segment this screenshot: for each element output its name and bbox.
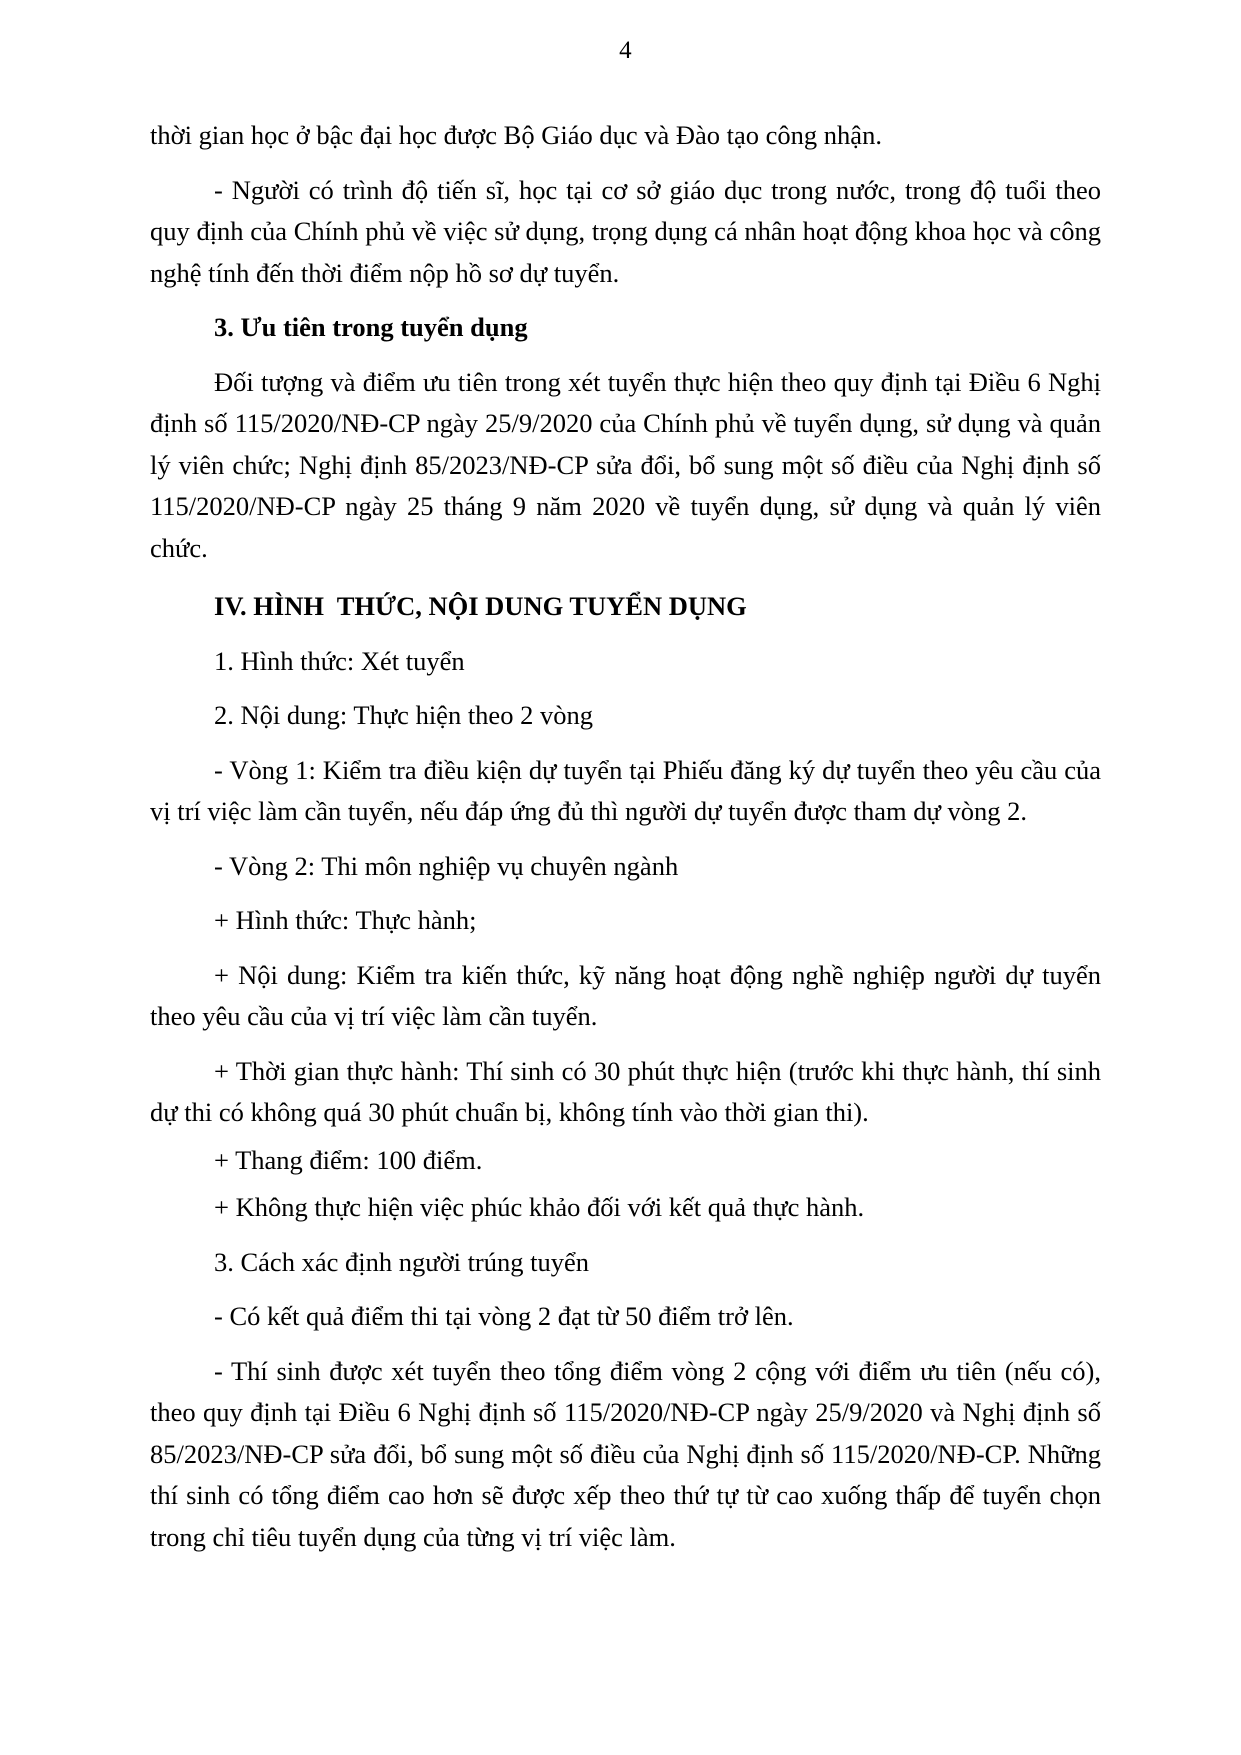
heading-priority-in-recruitment: 3. Ưu tiên trong tuyển dụng [214, 312, 528, 342]
item-exam-format: + Hình thức: Thực hành; [214, 905, 477, 935]
paragraph-selection-method: - Thí sinh được xét tuyển theo tổng điểm vòng 2 cộng với điểm ưu tiên (nếu có), theo quy định tại Điều 6 Nghị định số 115/2020/NĐ-CP ngày 25/9/2020 và Nghị định số 85/2023/NĐ-CP sửa đổi, bổ sung một số điều của Nghị định số 115/2020/NĐ-CP. Những thí sinh có tổng điểm cao hơn sẽ được xếp theo thứ tự từ cao xuống thấp để tuyển chọn trong chỉ tiêu tuyển dụng của từng vị trí việc làm. [150, 1355, 1101, 1552]
paragraph-doctorate-requirement: - Người có trình độ tiến sĩ, học tại cơ sở giáo dục trong nước, trong độ tuổi theo quy định của Chính phủ về việc sử dụng, trọng dụng cá nhân hoạt động khoa học và công nghệ tính đến thời điểm nộp hồ sơ dự tuyển. [150, 174, 1101, 288]
item-score-scale: + Thang điểm: 100 điểm. [214, 1144, 483, 1175]
paragraph-continued-degree: thời gian học ở bậc đại học được Bộ Giáo dục và Đào tạo công nhận. [150, 120, 882, 150]
item-recruitment-form: 1. Hình thức: Xét tuyển [214, 645, 465, 676]
heading-section-iv: IV. HÌNH THỨC, NỘI DUNG TUYỂN DỤNG [214, 591, 747, 621]
heading-determine-successful-candidate: 3. Cách xác định người trúng tuyển [214, 1246, 590, 1277]
item-minimum-pass-score: - Có kết quả điểm thi tại vòng 2 đạt từ 50 điểm trở lên. [214, 1301, 794, 1331]
paragraph-priority-regulations: Đối tượng và điểm ưu tiên trong xét tuyển thực hiện theo quy định tại Điều 6 Nghị định số 115/2020/NĐ-CP ngày 25/9/2020 của Chính phủ về tuyển dụng, sử dụng và quản lý viên chức; Nghị định 85/2023/NĐ-CP sửa đổi, bổ sung một số điều của Nghị định số 115/2020/NĐ-CP ngày 25 tháng 9 năm 2020 về tuyển dụng, sử dụng và quản lý viên chức. [150, 366, 1101, 563]
page-number: 4 [619, 37, 632, 64]
paragraph-round-1: - Vòng 1: Kiểm tra điều kiện dự tuyển tại Phiếu đăng ký dự tuyển theo yêu cầu của vị trí việc làm cần tuyển, nếu đáp ứng đủ thì người dự tuyển được tham dự vòng 2. [150, 754, 1101, 826]
paragraph-practice-duration: + Thời gian thực hành: Thí sinh có 30 phút thực hiện (trước khi thực hành, thí sinh dự thi có không quá 30 phút chuẩn bị, không tính vào thời gian thi). [150, 1055, 1101, 1127]
paragraph-exam-content: + Nội dung: Kiểm tra kiến thức, kỹ năng hoạt động nghề nghiệp người dự tuyển theo yêu cầu của vị trí việc làm cần tuyển. [150, 959, 1101, 1031]
item-round-2: - Vòng 2: Thi môn nghiệp vụ chuyên ngành [214, 850, 679, 881]
item-recruitment-content: 2. Nội dung: Thực hiện theo 2 vòng [214, 700, 593, 730]
item-no-re-evaluation: + Không thực hiện việc phúc khảo đối với kết quả thực hành. [214, 1192, 865, 1222]
